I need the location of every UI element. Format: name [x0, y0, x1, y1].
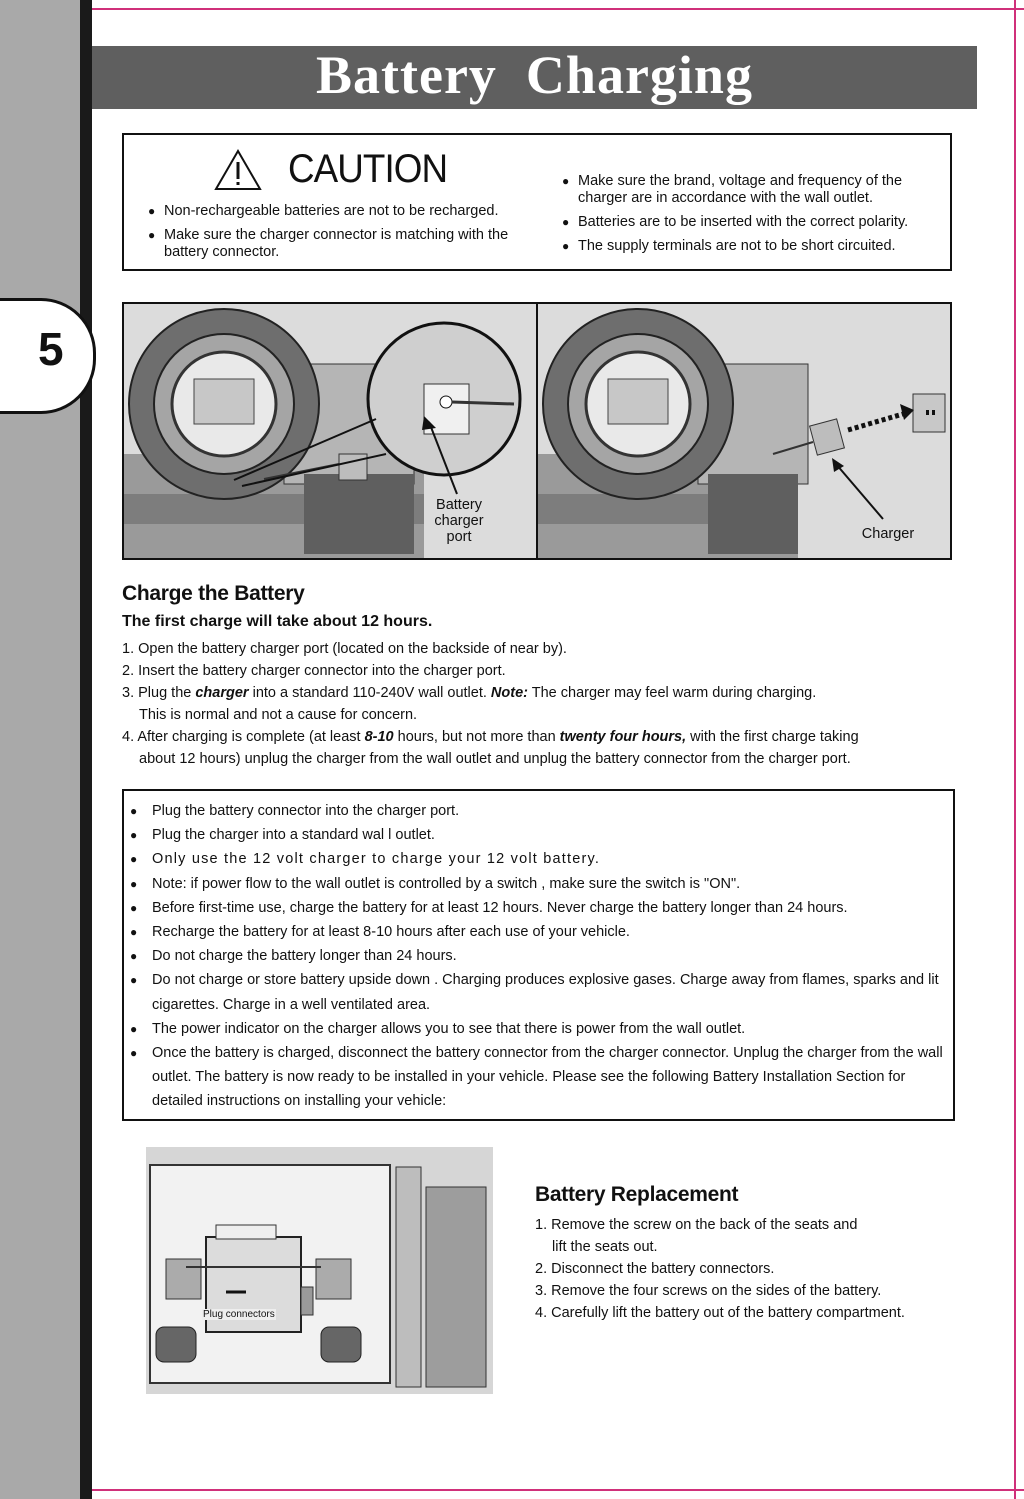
caution-box [122, 133, 952, 271]
list-item: ● The supply terminals are not to be short circuited. [562, 238, 942, 255]
caution-list-right [562, 173, 942, 262]
side-bar [0, 0, 92, 1499]
step-emphasis: charger [195, 685, 249, 701]
caution-list-left [148, 203, 528, 268]
battery-charger-port-label [424, 497, 494, 545]
figure-battery-compartment [146, 1147, 493, 1394]
step-4-continued: about 12 hours) unplug the charger from the wall outlet and unplug the battery connector from the charger port. [139, 751, 851, 767]
step-2: 2. Disconnect the battery connectors. [535, 1261, 775, 1277]
list-item: ● Make sure the charger connector is matching with the battery connector. [148, 227, 528, 261]
step-text: with the first charge taking [686, 729, 859, 745]
list-item: ● Batteries are to be inserted with the correct polarity. [562, 214, 942, 231]
label-line: port [446, 529, 472, 545]
list-item: ● Do not charge or store battery upside down . Charging produces explosive gases. Charge away from flames, sparks and lit cigarettes. Charge in a well ventilated area. [130, 968, 948, 1016]
list-item: ● Only use the 12 volt charger to charge your 12 volt battery. [130, 847, 948, 871]
step-text: into a standard 110-240V wall outlet. [248, 685, 491, 701]
warning-triangle-icon [214, 149, 262, 191]
list-item: ● Plug the battery connector into the charger port. [130, 799, 948, 823]
list-item: ● Plug the charger into a standard wal l outlet. [130, 823, 948, 847]
list-item: ● Do not charge the battery longer than 24 hours. [130, 944, 948, 968]
page-title: Battery Charging [92, 46, 977, 109]
caution-word: CAUTION [288, 147, 448, 191]
step-1: 1. Open the battery charger port (located on the backside of near by). [122, 641, 567, 657]
step-text: 3. Plug the [122, 685, 196, 701]
step-4: 4. Carefully lift the battery out of the battery compartment. [535, 1305, 905, 1321]
page-number: 5 [38, 323, 64, 375]
step-2: 2. Insert the battery charger connector into the charger port. [122, 663, 506, 679]
step-1: 1. Remove the screw on the back of the seats and [535, 1217, 858, 1233]
charging-tips-box [122, 789, 955, 1121]
step-3: 3. Remove the four screws on the sides of the battery. [535, 1283, 882, 1299]
step-emphasis: 8-10 [364, 729, 394, 745]
trim-line-right [1014, 0, 1016, 1499]
list-item: ● The power indicator on the charger allows you to see that there is power from the wall outlet. [130, 1017, 948, 1041]
step-text: The charger may feel warm during charging. [527, 685, 817, 701]
figure-charger-port [122, 302, 538, 560]
step-3-continued: This is normal and not a cause for concern. [139, 707, 418, 723]
plug-connectors-label: Plug connectors [203, 1309, 275, 1320]
list-item: ● Before first-time use, charge the battery for at least 12 hours. Never charge the battery longer than 24 hours. [130, 896, 948, 920]
replacement-steps [535, 1214, 955, 1324]
charger-label: Charger [861, 526, 915, 542]
step-text: hours, but not more than [393, 729, 560, 745]
step-emphasis: Note: [490, 685, 528, 701]
label-line: charger [434, 513, 484, 529]
step-text: 4. After charging is complete (at least [122, 729, 365, 745]
step-4 [122, 726, 942, 748]
label-line: Battery [436, 497, 482, 513]
charge-section-subheading: The first charge will take about 12 hours. [122, 613, 433, 630]
battery-compartment-illustration [146, 1147, 493, 1394]
charging-tips-list [130, 799, 948, 1114]
list-item: ● Non-rechargeable batteries are not to be recharged. [148, 203, 528, 220]
list-item: ● Recharge the battery for at least 8-10 hours after each use of your vehicle. [130, 920, 948, 944]
charge-steps [122, 638, 942, 770]
trim-line-bottom [0, 1489, 1024, 1491]
step-3 [122, 682, 942, 704]
list-item: ● Make sure the brand, voltage and frequency of the charger are in accordance with the wall outlet. [562, 173, 942, 207]
trim-line-top [0, 8, 1024, 10]
charge-section-heading: Charge the Battery [122, 582, 305, 605]
step-1-continued: lift the seats out. [552, 1239, 658, 1255]
figure-charger-outlet [536, 302, 952, 560]
charger-outlet-illustration [538, 304, 952, 560]
list-item: ● Once the battery is charged, disconnect the battery connector from the charger connector. Unplug the charger from the wall outlet. The battery is now ready to be installed in your vehicle. Please see the following Battery Installation Section for detailed instructions on installing your vehicle: [130, 1041, 948, 1114]
list-item: ● Note: if power flow to the wall outlet is controlled by a switch , make sure the switch is "ON". [130, 872, 948, 896]
step-emphasis: twenty four hours, [559, 729, 687, 745]
replacement-heading: Battery Replacement [535, 1183, 739, 1206]
